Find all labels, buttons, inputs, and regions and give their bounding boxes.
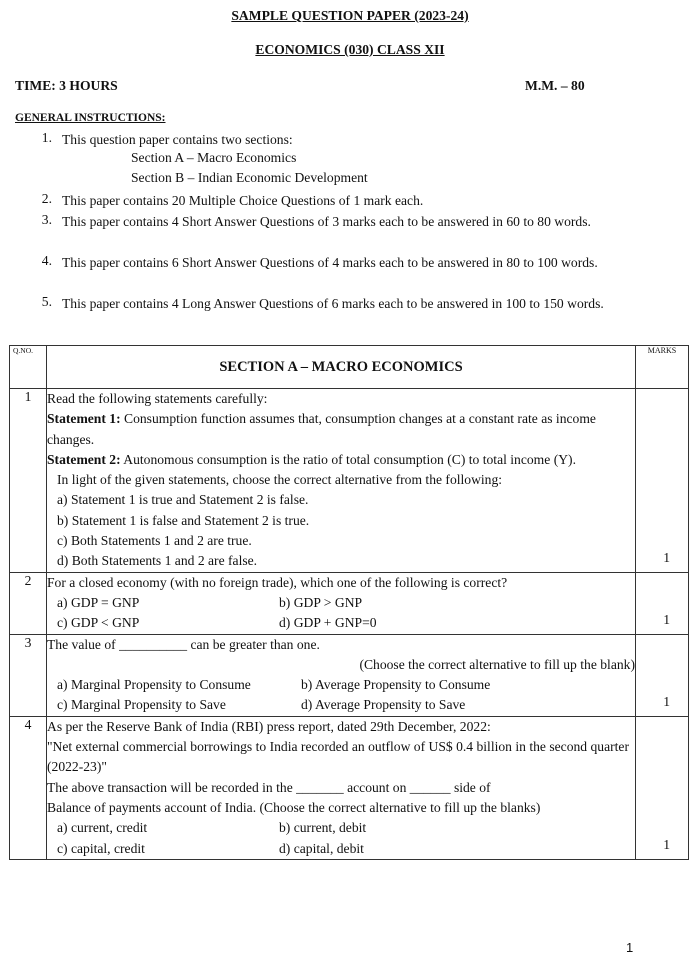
q4-text: The above transaction will be recorded in the xyxy=(47,779,297,795)
instruction-text: This paper contains 4 Short Answer Questions of 3 marks each to be answered in 60 to 80 words. xyxy=(62,214,591,229)
qno-header: Q.NO. xyxy=(10,346,47,389)
question-body xyxy=(47,634,636,716)
option-d: d) Both Statements 1 and 2 are false. xyxy=(57,553,258,569)
q4-line-3 xyxy=(47,778,635,798)
marks-cell xyxy=(636,389,689,573)
q1-intro: Read the following statements carefully: xyxy=(47,391,268,406)
question-body xyxy=(47,572,636,634)
instruction-number: 4. xyxy=(41,253,52,268)
option-c: c) capital, credit xyxy=(57,840,145,856)
option-d: d) GDP + GNP=0 xyxy=(279,615,377,631)
subject-heading: ECONOMICS (030) CLASS XII xyxy=(255,42,445,57)
q2-text: For a closed economy (with no foreign trade), which one of the following is correct? xyxy=(47,574,508,590)
option-a: a) GDP = GNP xyxy=(57,594,140,610)
paper-title: SAMPLE QUESTION PAPER (2023-24) xyxy=(231,8,469,23)
question-marks: 1 xyxy=(663,836,670,852)
table-row xyxy=(10,572,689,634)
option-d: d) capital, debit xyxy=(279,840,364,856)
instruction-text: This paper contains 4 Long Answer Questions of 6 marks each to be answered in 100 to 150 words. xyxy=(62,296,604,311)
q3-text-post: can be greater than one. xyxy=(187,636,320,652)
options-row xyxy=(47,818,635,838)
instruction-number: 2. xyxy=(41,191,52,206)
options-row xyxy=(47,613,635,633)
q4-quote: "Net external commercial borrowings to India recorded an outflow of US$ 0.4 billion in the second quarter (2022-23)" xyxy=(47,739,629,775)
options-row xyxy=(47,593,635,613)
question-body xyxy=(47,389,636,573)
table-row xyxy=(10,389,689,573)
q1-prompt: In light of the given statements, choose the correct alternative from the following: xyxy=(57,472,503,488)
option-b: b) Statement 1 is false and Statement 2 is true. xyxy=(57,512,310,528)
statement-text: Consumption function assumes that, consumption changes at a constant rate as income changes. xyxy=(47,411,596,447)
options-row xyxy=(47,839,635,859)
instruction-text: This paper contains 20 Multiple Choice Questions of 1 mark each. xyxy=(62,193,424,208)
instruction-text: This question paper contains two sections: xyxy=(62,132,293,147)
q3-text-pre: The value of xyxy=(47,636,120,652)
option-d: d) Average Propensity to Save xyxy=(301,697,466,713)
option-a: a) Statement 1 is true and Statement 2 is false. xyxy=(57,492,309,508)
option-b: b) current, debit xyxy=(279,820,367,836)
option-c: c) GDP < GNP xyxy=(57,615,140,631)
fill-blank: ______ xyxy=(409,779,451,795)
question-marks: 1 xyxy=(663,693,670,709)
question-number: 3 xyxy=(10,634,47,716)
q3-text xyxy=(47,635,635,655)
question-marks: 1 xyxy=(663,549,670,565)
statement-text: Autonomous consumption is the ratio of total consumption (C) to total income (Y). xyxy=(120,451,576,467)
option-a: a) current, credit xyxy=(57,820,148,836)
table-row xyxy=(10,634,689,716)
option-c: c) Marginal Propensity to Save xyxy=(57,697,226,713)
page-number: 1 xyxy=(626,940,634,955)
fill-blank: __________ xyxy=(119,636,188,652)
instruction-number: 1. xyxy=(41,130,52,145)
instruction-number: 3. xyxy=(41,212,52,227)
q3-hint: (Choose the correct alternative to fill up the blank) xyxy=(359,656,635,672)
instruction-text: This paper contains 6 Short Answer Questions of 4 marks each to be answered in 80 to 100 words. xyxy=(62,255,598,270)
section-title: SECTION A – MACRO ECONOMICS xyxy=(47,346,636,389)
q1-statement-2 xyxy=(47,450,635,470)
q1-statement-1 xyxy=(47,409,635,450)
statement-label: Statement 2: xyxy=(47,451,121,467)
instruction-text: Section A – Macro Economics xyxy=(131,150,297,165)
question-number: 4 xyxy=(10,716,47,859)
marks-cell xyxy=(636,634,689,716)
q4-line-4: Balance of payments account of India. (Choose the correct alternative to fill up the blanks) xyxy=(47,799,541,815)
instructions-heading: GENERAL INSTRUCTIONS: xyxy=(15,112,166,124)
question-table xyxy=(9,345,689,860)
option-b: b) Average Propensity to Consume xyxy=(301,677,491,693)
options-row xyxy=(47,675,635,695)
question-body xyxy=(47,716,636,859)
marks-cell xyxy=(636,572,689,634)
question-number: 2 xyxy=(10,572,47,634)
question-number: 1 xyxy=(10,389,47,573)
fill-blank: _______ xyxy=(296,779,344,795)
q4-line-1: As per the Reserve Bank of India (RBI) press report, dated 29th December, 2022: xyxy=(47,718,491,734)
statement-label: Statement 1: xyxy=(47,411,121,427)
instruction-number: 5. xyxy=(41,294,52,309)
instruction-subitem xyxy=(131,150,296,166)
instruction-subitem xyxy=(131,170,368,186)
max-marks-label: M.M. – 80 xyxy=(525,78,585,93)
table-header-row xyxy=(10,346,689,389)
option-b: b) GDP > GNP xyxy=(279,594,363,610)
table-row xyxy=(10,716,689,859)
q4-text: account on xyxy=(343,779,410,795)
option-c: c) Both Statements 1 and 2 are true. xyxy=(57,533,252,549)
option-a: a) Marginal Propensity to Consume xyxy=(57,677,251,693)
instruction-text: Section B – Indian Economic Development xyxy=(131,170,368,185)
options-row xyxy=(47,695,635,715)
q4-text: side of xyxy=(450,779,491,795)
marks-header: MARKS xyxy=(636,346,689,389)
marks-cell xyxy=(636,716,689,859)
question-marks: 1 xyxy=(663,611,670,627)
time-label: TIME: 3 HOURS xyxy=(15,78,118,93)
